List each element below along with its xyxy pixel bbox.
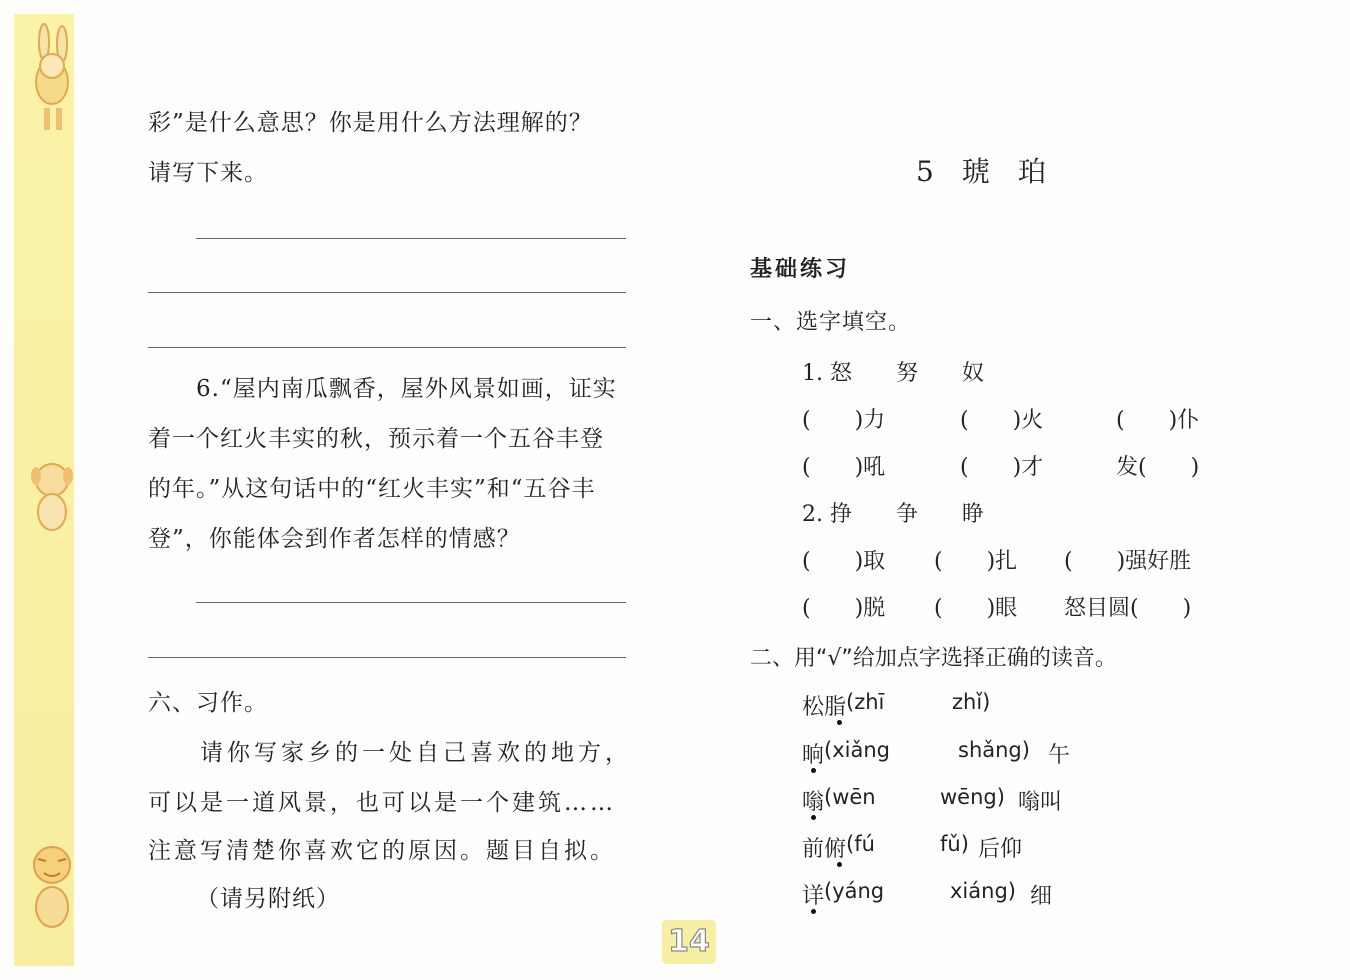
- essay-line2: 可以是一道风景，也可以是一个建筑……: [148, 790, 616, 816]
- fill-blank[interactable]: ( )脱: [802, 596, 886, 621]
- q6-text-line3: 的年。”从这句话中的“红火丰实”和“五谷丰: [148, 476, 596, 502]
- page-number: 14: [662, 920, 716, 964]
- group2-row1: [802, 544, 1222, 574]
- pinyin-word: 详: [802, 884, 825, 909]
- fill-blank[interactable]: ( )强好胜: [1064, 549, 1192, 574]
- pinyin-after: 午: [1048, 743, 1071, 768]
- group1-row1: [802, 403, 1222, 433]
- q5-text-line1: 彩”是什么意思？你是用什么方法理解的？: [148, 110, 593, 136]
- pinyin-option[interactable]: fǔ): [940, 832, 969, 856]
- fill-blank[interactable]: ( )才: [960, 455, 1044, 480]
- pinyin-option[interactable]: shǎng): [958, 738, 1030, 762]
- basic-practice-heading: 基础练习: [750, 257, 851, 282]
- answer-line[interactable]: [148, 292, 626, 293]
- answer-line[interactable]: [196, 602, 626, 603]
- pinyin-word: 前俯: [802, 837, 847, 862]
- pinyin-row: [802, 738, 1222, 772]
- pinyin-word: 嗡: [802, 790, 825, 815]
- pinyin-row: [802, 690, 1222, 724]
- fill-blank[interactable]: ( )取: [802, 549, 886, 574]
- answer-line[interactable]: [196, 238, 626, 239]
- q6-text-line1: 6.“屋内南瓜飘香，屋外风景如画，证实: [196, 376, 617, 402]
- answer-line[interactable]: [148, 347, 626, 348]
- emphasis-dot: [837, 720, 842, 725]
- fill-blank[interactable]: ( )吼: [802, 455, 886, 480]
- pinyin-word: 松脂: [802, 695, 847, 720]
- fill-blank[interactable]: ( )仆: [1116, 408, 1200, 433]
- cartoon-dog-icon: [22, 450, 82, 540]
- fill-blank[interactable]: 怒目圆( ): [1064, 596, 1192, 621]
- pinyin-after: 后仰: [978, 837, 1023, 862]
- group1-label: 1. 怒 努 奴: [802, 361, 984, 386]
- fill-blank[interactable]: ( )眼: [934, 596, 1018, 621]
- pinyin-option[interactable]: xiáng): [950, 879, 1016, 903]
- fill-blank[interactable]: ( )力: [802, 408, 886, 433]
- answer-line[interactable]: [148, 657, 626, 658]
- lesson-title: 5 琥 珀: [916, 155, 1046, 188]
- pinyin-after: 细: [1030, 884, 1053, 909]
- pinyin-word: 晌: [802, 743, 825, 768]
- pinyin-option[interactable]: wēng): [940, 785, 1005, 809]
- pinyin-option[interactable]: (fú: [846, 832, 875, 856]
- fill-blank[interactable]: 发( ): [1116, 455, 1200, 480]
- q6-text-line2: 着一个红火丰实的秋，预示着一个五谷丰登: [148, 426, 604, 452]
- pinyin-option[interactable]: (yáng: [824, 879, 885, 903]
- section6-title: 六、习作。: [148, 690, 268, 716]
- cartoon-tiger-icon: [22, 825, 82, 935]
- group2-label: 2. 挣 争 睁: [802, 502, 984, 527]
- emphasis-dot: [811, 909, 816, 914]
- essay-line3: 注意写清楚你喜欢它的原因。题目自拟。: [148, 838, 616, 864]
- pinyin-row: [802, 832, 1222, 866]
- part2-title: 二、用“√”给加点字选择正确的读音。: [750, 646, 1117, 671]
- pinyin-after: 嗡叫: [1018, 790, 1063, 815]
- cartoon-rabbit-icon: [22, 22, 82, 142]
- fill-blank[interactable]: ( )火: [960, 408, 1044, 433]
- pinyin-row: [802, 879, 1222, 913]
- emphasis-dot: [811, 768, 816, 773]
- essay-note: （请另附纸）: [196, 886, 340, 912]
- pinyin-option[interactable]: (wēn: [824, 785, 876, 809]
- emphasis-dot: [811, 815, 816, 820]
- q6-text-line4: 登”，你能体会到作者怎样的情感？: [148, 526, 521, 552]
- q5-text-line2: 请写下来。: [148, 160, 268, 186]
- group2-row2: [802, 591, 1222, 621]
- emphasis-dot: [837, 862, 842, 867]
- pinyin-option[interactable]: zhǐ): [952, 690, 991, 714]
- pinyin-option[interactable]: (zhī: [846, 690, 885, 714]
- group1-row2: [802, 450, 1222, 480]
- pinyin-option[interactable]: (xiǎng: [824, 738, 890, 762]
- pinyin-row: [802, 785, 1222, 819]
- part1-title: 一、选字填空。: [750, 310, 912, 335]
- essay-line1: 请你写家乡的一处自己喜欢的地方，: [200, 740, 632, 766]
- fill-blank[interactable]: ( )扎: [934, 549, 1018, 574]
